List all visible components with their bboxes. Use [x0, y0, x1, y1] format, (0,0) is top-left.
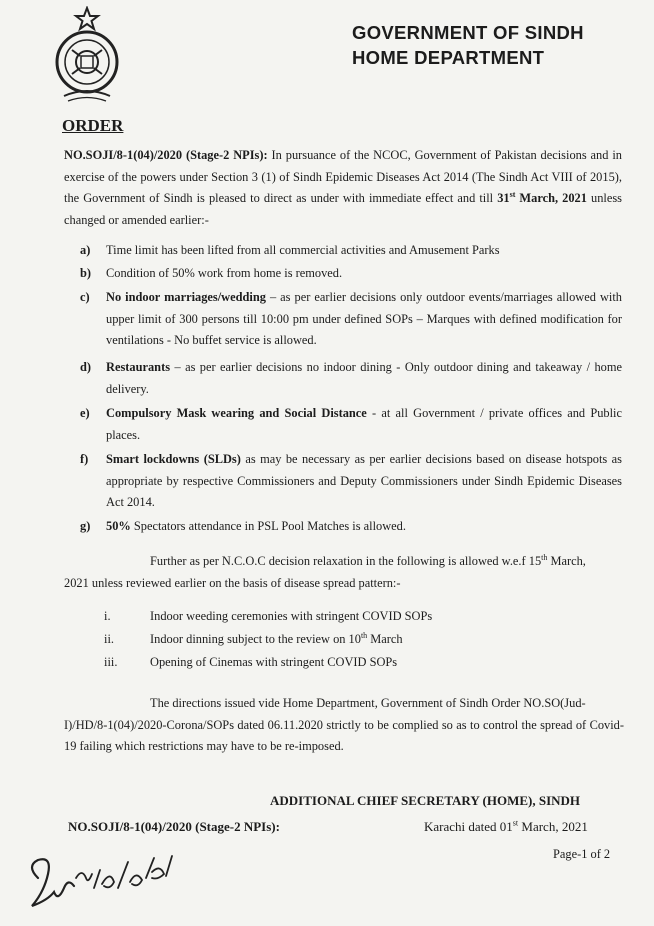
- header-government: GOVERNMENT OF SINDH: [352, 22, 584, 43]
- relaxation-sup: th: [541, 552, 548, 562]
- relaxation-line1-text: Further as per N.C.O.C decision relaxation in the following is allowed w.e.f 15: [150, 554, 542, 568]
- item-text: Opening of Cinemas with stringent COVID SOPs: [150, 655, 398, 669]
- item-text: Indoor dinning subject to the review on 10: [150, 632, 361, 646]
- handwritten-signature-icon: [18, 848, 188, 918]
- issue-date-end: March, 2021: [518, 819, 588, 834]
- relaxation-line2: 2021 unless reviewed earlier on the basis of disease spread pattern:-: [64, 575, 401, 590]
- item-label: i.: [104, 609, 111, 623]
- issue-date: [424, 819, 588, 835]
- item-bold: No indoor marriages/wedding: [106, 290, 266, 304]
- directions-rest: I)/HD/8-1(04)/2020-Corona/SOPs dated 06.11.2020 strictly to be complied so as to control the spread of Covid-19 failing which restrictions may have to be re-imposed.: [64, 717, 624, 753]
- item-text: [106, 287, 622, 352]
- issue-date-text: Karachi dated 01: [424, 819, 513, 834]
- list-item: [104, 609, 432, 624]
- government-seal-icon: [50, 6, 124, 106]
- item-label: ii.: [104, 632, 114, 646]
- list-item: [104, 655, 397, 670]
- item-body: Spectators attendance in PSL Pool Matches is allowed.: [130, 519, 406, 533]
- item-label: a): [80, 243, 91, 257]
- reference-number: NO.SOJI/8-1(04)/2020 (Stage-2 NPIs):: [68, 819, 280, 834]
- item-label: c): [80, 290, 90, 304]
- intro-date-day: 31: [497, 191, 510, 205]
- intro-text2: unless changed or amended earlier:-: [64, 191, 623, 227]
- item-text: [106, 357, 622, 400]
- item-label: b): [80, 266, 92, 280]
- item-text: [106, 449, 622, 514]
- issue-date-sup: st: [512, 818, 519, 828]
- item-text-end: March: [367, 632, 403, 646]
- order-title: ORDER: [62, 116, 124, 135]
- item-text: [106, 240, 622, 262]
- item-bold: Compulsory Mask wearing and Social Distance: [106, 406, 367, 420]
- item-text: [106, 516, 622, 538]
- item-bold: 50%: [106, 519, 131, 533]
- item-body: – as per earlier decisions only outdoor events/marriages allowed with upper limit of 300 persons till 10:00 pm under defined SOPs – Marques with defined modification for ventilations - No buffet service is allowed.: [106, 290, 622, 347]
- intro-date-sup: st: [509, 189, 516, 199]
- item-body: - at all Government / private offices and Public places.: [106, 406, 623, 442]
- item-label: f): [80, 452, 89, 466]
- intro-ref: NO.SOJI/8-1(04)/2020 (Stage-2 NPIs):: [64, 148, 268, 162]
- item-bold: Restaurants: [106, 360, 171, 374]
- item-sup: th: [360, 630, 368, 640]
- page-number: Page-1 of 2: [553, 847, 611, 861]
- document-header: [352, 20, 642, 70]
- item-bold: Smart lockdowns (SLDs): [106, 452, 241, 466]
- intro-text1: In pursuance of the NCOC, Government of Pakistan decisions and in exercise of the powers under Section 3 (1) of Sindh Epidemic Diseases Act 2014 (The Sindh Act VIII of 2015), the Government of Sindh is pleased to direct as under with immediate effect and till: [64, 148, 622, 205]
- item-text: [106, 403, 622, 446]
- item-label: iii.: [104, 655, 118, 669]
- item-body: Time limit has been lifted from all commercial activities and Amusement Parks: [106, 243, 500, 257]
- relaxation-paragraph: [64, 551, 624, 594]
- relaxation-line1: [64, 551, 624, 573]
- list-item: [104, 632, 403, 647]
- item-text: [106, 263, 622, 285]
- item-label: e): [80, 406, 90, 420]
- item-text: Indoor weeding ceremonies with stringent COVID SOPs: [150, 609, 433, 623]
- item-label: d): [80, 360, 92, 374]
- intro-paragraph: [64, 145, 622, 231]
- signatory-title: ADDITIONAL CHIEF SECRETARY (HOME), SINDH: [270, 793, 581, 808]
- item-body: – as per earlier decisions no indoor dining - Only outdoor dining and takeaway / home delivery.: [106, 360, 622, 396]
- intro-date-rest: March, 2021: [515, 191, 587, 205]
- item-body: Condition of 50% work from home is removed.: [106, 266, 343, 280]
- header-department: HOME DEPARTMENT: [352, 47, 545, 68]
- directions-paragraph: [64, 693, 624, 758]
- relaxation-line1-end: March,: [547, 554, 586, 568]
- directions-line1: The directions issued vide Home Department, Government of Sindh Order NO.SO(Jud-: [150, 696, 586, 710]
- item-label: g): [80, 519, 91, 533]
- item-body: as may be necessary as per earlier decisions based on disease hotspots as appropriate by respective Commissioners and Deputy Commissioners under Sindh Epidemic Diseases Act 2014.: [106, 452, 623, 509]
